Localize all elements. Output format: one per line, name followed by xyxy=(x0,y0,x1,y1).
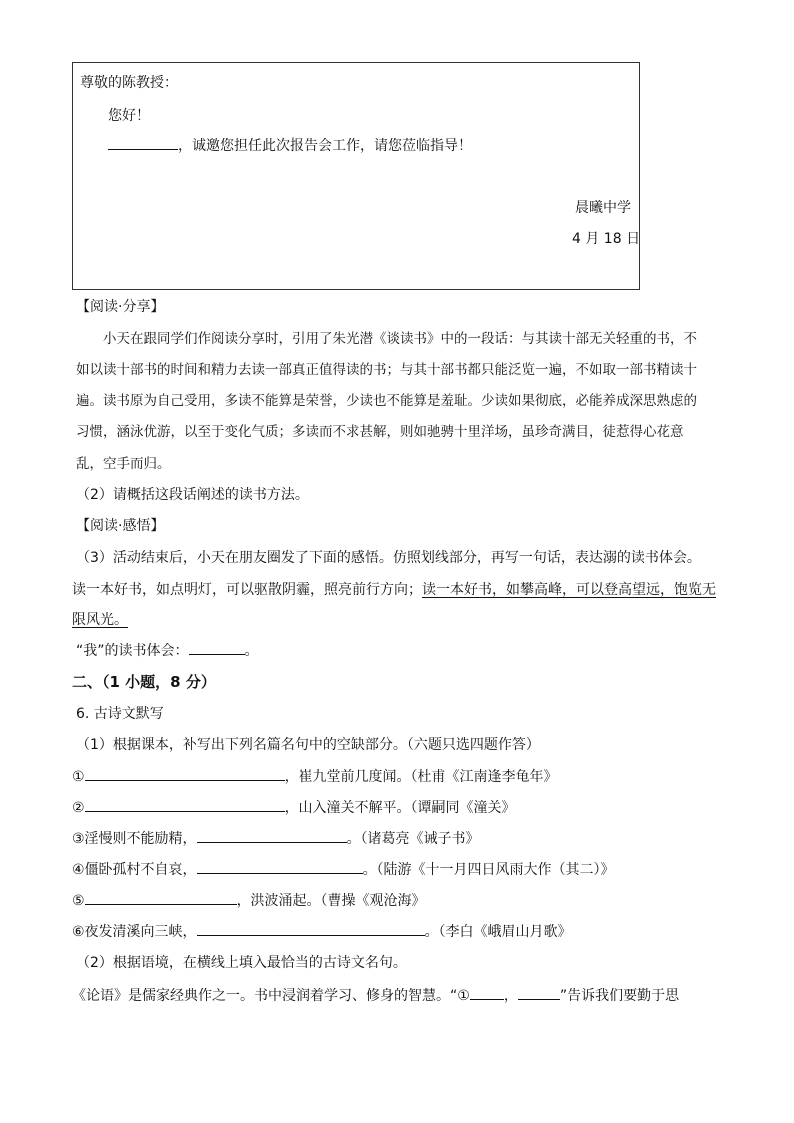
poem-item-3-blank[interactable] xyxy=(197,828,347,843)
lunyu-line-comma: ， xyxy=(503,988,518,1004)
letter-greeting: 您好！ xyxy=(108,108,150,124)
poem-item-5-lead: ⑤ xyxy=(72,893,85,909)
poem-item-6-blank[interactable] xyxy=(197,921,425,936)
lunyu-line-pre: 《论语》是儒家经典作之一。书中浸润着学习、修身的智慧。“① xyxy=(72,988,470,1004)
letter-date: 4 月 18 日 xyxy=(572,231,641,247)
feel-header: 【阅读·感悟】 xyxy=(76,518,165,534)
poem-item-4-blank[interactable] xyxy=(197,859,363,874)
poem-item-3-lead: ③淫慢则不能励精， xyxy=(72,831,197,847)
share-header: 【阅读·分享】 xyxy=(76,299,165,315)
q6-2: （2）根据语境，在横线上填入最恰当的古诗文名句。 xyxy=(76,955,407,971)
poem-item-5 xyxy=(72,890,426,911)
lunyu-blank-1[interactable] xyxy=(470,985,504,1000)
quote-line-3: 遍。读书原为自己受用，多读不能算是荣誉，少读也不能算是羞耻。少读如果彻底，必能养成深思熟虑的 xyxy=(76,393,697,409)
poem-item-6 xyxy=(72,921,572,942)
quote-line-4: 习惯，涵泳优游，以至于变化气质；多读而不求甚解，则如驰骋十里洋场，虽珍奇满目，徒惹得心花意 xyxy=(76,424,684,440)
feel-line-1-plain: 读一本好书，如点明灯，可以驱散阴霾，照亮前行方向； xyxy=(72,582,422,598)
poem-item-2-text: ，山入潼关不解平。（谭嗣同《潼关》 xyxy=(284,800,516,816)
my-experience-end: 。 xyxy=(244,643,259,659)
feel-line-2 xyxy=(72,610,128,630)
feel-line-1-underlined: 读一本好书，如攀高峰，可以登高望远，饱览无 xyxy=(422,582,716,598)
poem-item-1-text: ，崔九堂前几度闻。（杜甫《江南逢李龟年》 xyxy=(284,769,558,785)
letter-body-blank[interactable] xyxy=(108,135,178,150)
poem-item-6-lead: ⑥夜发清溪向三峡， xyxy=(72,924,197,940)
lunyu-blank-2[interactable] xyxy=(518,985,560,1000)
q6-title: 6. 古诗文默写 xyxy=(76,706,164,722)
feel-line-1 xyxy=(72,580,716,600)
poem-item-1-blank[interactable] xyxy=(85,766,285,781)
poem-item-2-lead: ② xyxy=(72,800,85,816)
quote-line-2: 如以读十部书的时间和精力去读一部真正值得读的书；与其十部书都只能泛览一遍，不如取一部书精读十 xyxy=(76,362,697,378)
question-3: （3）活动结束后，小天在朋友圈发了下面的感悟。仿照划线部分，再写一句话，表达溺的读书体会。 xyxy=(76,550,701,566)
poem-item-2 xyxy=(72,797,516,818)
poem-item-5-blank[interactable] xyxy=(85,890,237,905)
poem-item-4-lead: ④僵卧孤村不自哀， xyxy=(72,862,197,878)
poem-item-2-blank[interactable] xyxy=(85,797,285,812)
poem-item-4 xyxy=(72,859,615,880)
poem-item-1-lead: ① xyxy=(72,769,85,785)
letter-salutation: 尊敬的陈教授： xyxy=(80,75,178,91)
lunyu-line-post: ”告诉我们要勤于思 xyxy=(559,988,680,1004)
lunyu-line xyxy=(72,985,679,1006)
poem-item-5-text: ，洪波涌起。（曹操《观沧海》 xyxy=(236,893,426,909)
feel-line-2-underlined: 限风光。 xyxy=(72,612,128,628)
q6-1: （1）根据课本，补写出下列名篇名句中的空缺部分。（六题只选四题作答） xyxy=(76,737,540,753)
quote-line-5: 乱，空手而归。 xyxy=(76,456,171,472)
quote-line-1: 小天在跟同学们作阅读分享时，引用了朱光潜《谈读书》中的一段话：与其读十部无关轻重的书，不 xyxy=(103,331,697,347)
letter-body-text: ，诚邀您担任此次报告会工作，请您莅临指导！ xyxy=(178,138,472,154)
poem-item-3-text: 。（诸葛亮《诫子书》 xyxy=(346,831,480,847)
invitation-letter-box xyxy=(72,62,640,290)
my-experience-label: “我”的读书体会： xyxy=(76,643,189,659)
section-2-title: 二、（1 小题，8 分） xyxy=(72,673,216,691)
poem-item-6-text: 。（李白《峨眉山月歌》 xyxy=(424,924,572,940)
letter-signature: 晨曦中学 xyxy=(575,200,631,216)
my-experience-blank[interactable] xyxy=(189,640,245,655)
question-2: （2）请概括这段话阐述的读书方法。 xyxy=(76,487,309,503)
letter-body xyxy=(108,135,472,156)
poem-item-1 xyxy=(72,766,558,787)
poem-item-3 xyxy=(72,828,480,849)
my-experience-line xyxy=(76,640,259,661)
poem-item-4-text: 。（陆游《十一月四日风雨大作（其二）》 xyxy=(362,862,615,878)
